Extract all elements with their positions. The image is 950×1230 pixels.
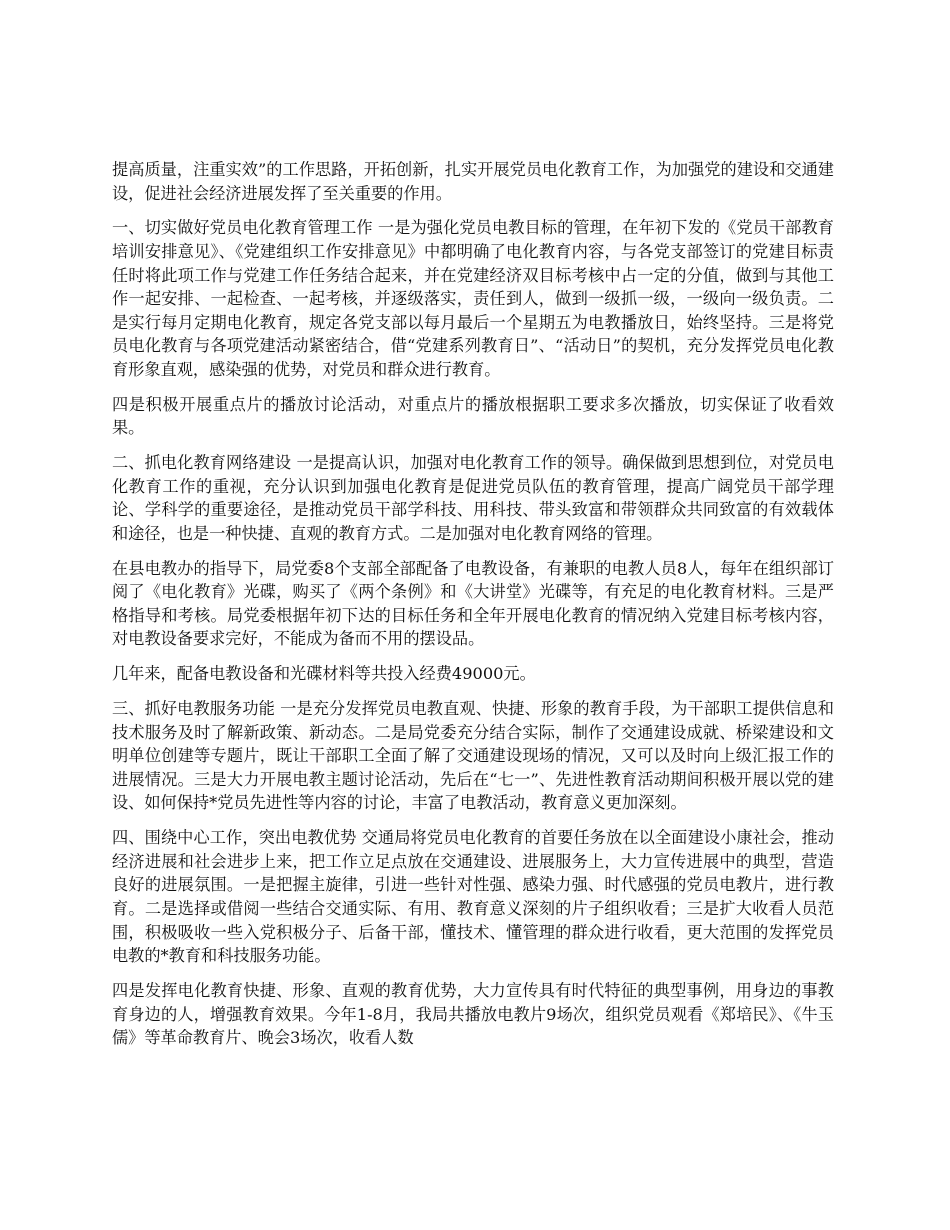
- paragraph-section-1-point-4: 四是积极开展重点片的播放讨论活动，对重点片的播放根据职工要求多次播放，切实保证了收看效果。: [112, 394, 834, 438]
- paragraph-funding: 几年来，配备电教设备和光碟材料等共投入经费49000元。: [112, 664, 536, 684]
- paragraph-section-1: 一、切实做好党员电化教育管理工作 一是为强化党员电教目标的管理，在年初下发的《党员干部教育培训安排意见》、《党建组织工作安排意见》中都明确了电化教育内容，与各党支部签订的党建目标责任时将此项工作与党建工作任务结合起来，并在党建经济双目标考核中占一定的分值，做到与其他工作一起安排、一起检查、一起考核，并逐级落实，责任到人，做到一级抓一级，一级向一级负责。二是实行每月定期电化教育，规定各党支部以每月最后一个星期五为电教播放日，始终坚持。三是将党员电化教育与各项党建活动紧密结合，借“党建系列教育日”、“活动日”的契机，充分发挥党员电化教育形象直观，感染强的优势，对党员和群众进行教育。: [112, 218, 834, 379]
- paragraph-section-3: 三、抓好电教服务功能 一是充分发挥党员电教直观、快捷、形象的教育手段，为干部职工提供信息和技术服务及时了解新政策、新动态。二是局党委充分结合实际，制作了交通建设成就、桥梁建设和文明单位创建等专题片，既让干部职工全面了解了交通建设现场的情况，又可以及时向上级汇报工作的进展情况。三是大力开展电教主题讨论活动，先后在“七一”、先进性教育活动期间积极开展以党的建设、如何保持*党员先进性等内容的讨论，丰富了电教活动，教育意义更加深刻。: [112, 699, 834, 813]
- paragraph-section-4: 四、围绕中心工作，突出电教优势 交通局将党员电化教育的首要任务放在以全面建设小康社会，推动经济进展和社会进步上来，把工作立足点放在交通建设、进展服务上，大力宣传进展中的典型，营造良好的进展氛围。一是把握主旋律，引进一些针对性强、感染力强、时代感强的党员电教片，进行教育。二是选择或借阅一些结合交通实际、有用、教育意义深刻的片子组织收看；三是扩大收看人员范围，积极吸收一些入党积极分子、后备干部，懂技术、懂管理的群众进行收看，更大范围的发挥党员电教的*教育和科技服务功能。: [112, 828, 834, 966]
- paragraph-section-2-continued: 在县电教办的指导下，局党委8个支部全部配备了电教设备，有兼职的电教人员8人，每年在组织部订阅了《电化教育》光碟，购买了《两个条例》和《大讲堂》光碟等，有充足的电化教育材料。三是严格指导和考核。局党委根据年初下达的目标任务和全年开展电化教育的情况纳入党建目标考核内容，对电教设备要求完好，不能成为备而不用的摆设品。: [112, 558, 834, 649]
- paragraph-section-4-point-4: 四是发挥电化教育快捷、形象、直观的教育优势，大力宣传具有时代特征的典型事例，用身边的事教育身边的人，增强教育效果。今年1-8月，我局共播放电教片9场次，组织党员观看《郑培民》、《牛玉儒》等革命教育片、晚会3场次，收看人数: [112, 980, 834, 1048]
- paragraph-section-2: 二、抓电化教育网络建设 一是提高认识，加强对电化教育工作的领导。确保做到思想到位，对党员电化教育工作的重视，充分认识到加强电化教育是促进党员队伍的教育管理，提高广阔党员干部学理论、学科学的重要途径，是推动党员干部学科技、用科技、带头致富和带领群众共同致富的有效载体和途径，也是一种快捷、直观的教育方式。二是加强对电化教育网络的管理。: [112, 453, 834, 543]
- paragraph-intro: 提高质量，注重实效”的工作思路，开拓创新，扎实开展党员电化教育工作，为加强党的建设和交通建设，促进社会经济进展发挥了至关重要的作用。: [112, 160, 834, 203]
- document-body: [112, 158, 834, 1061]
